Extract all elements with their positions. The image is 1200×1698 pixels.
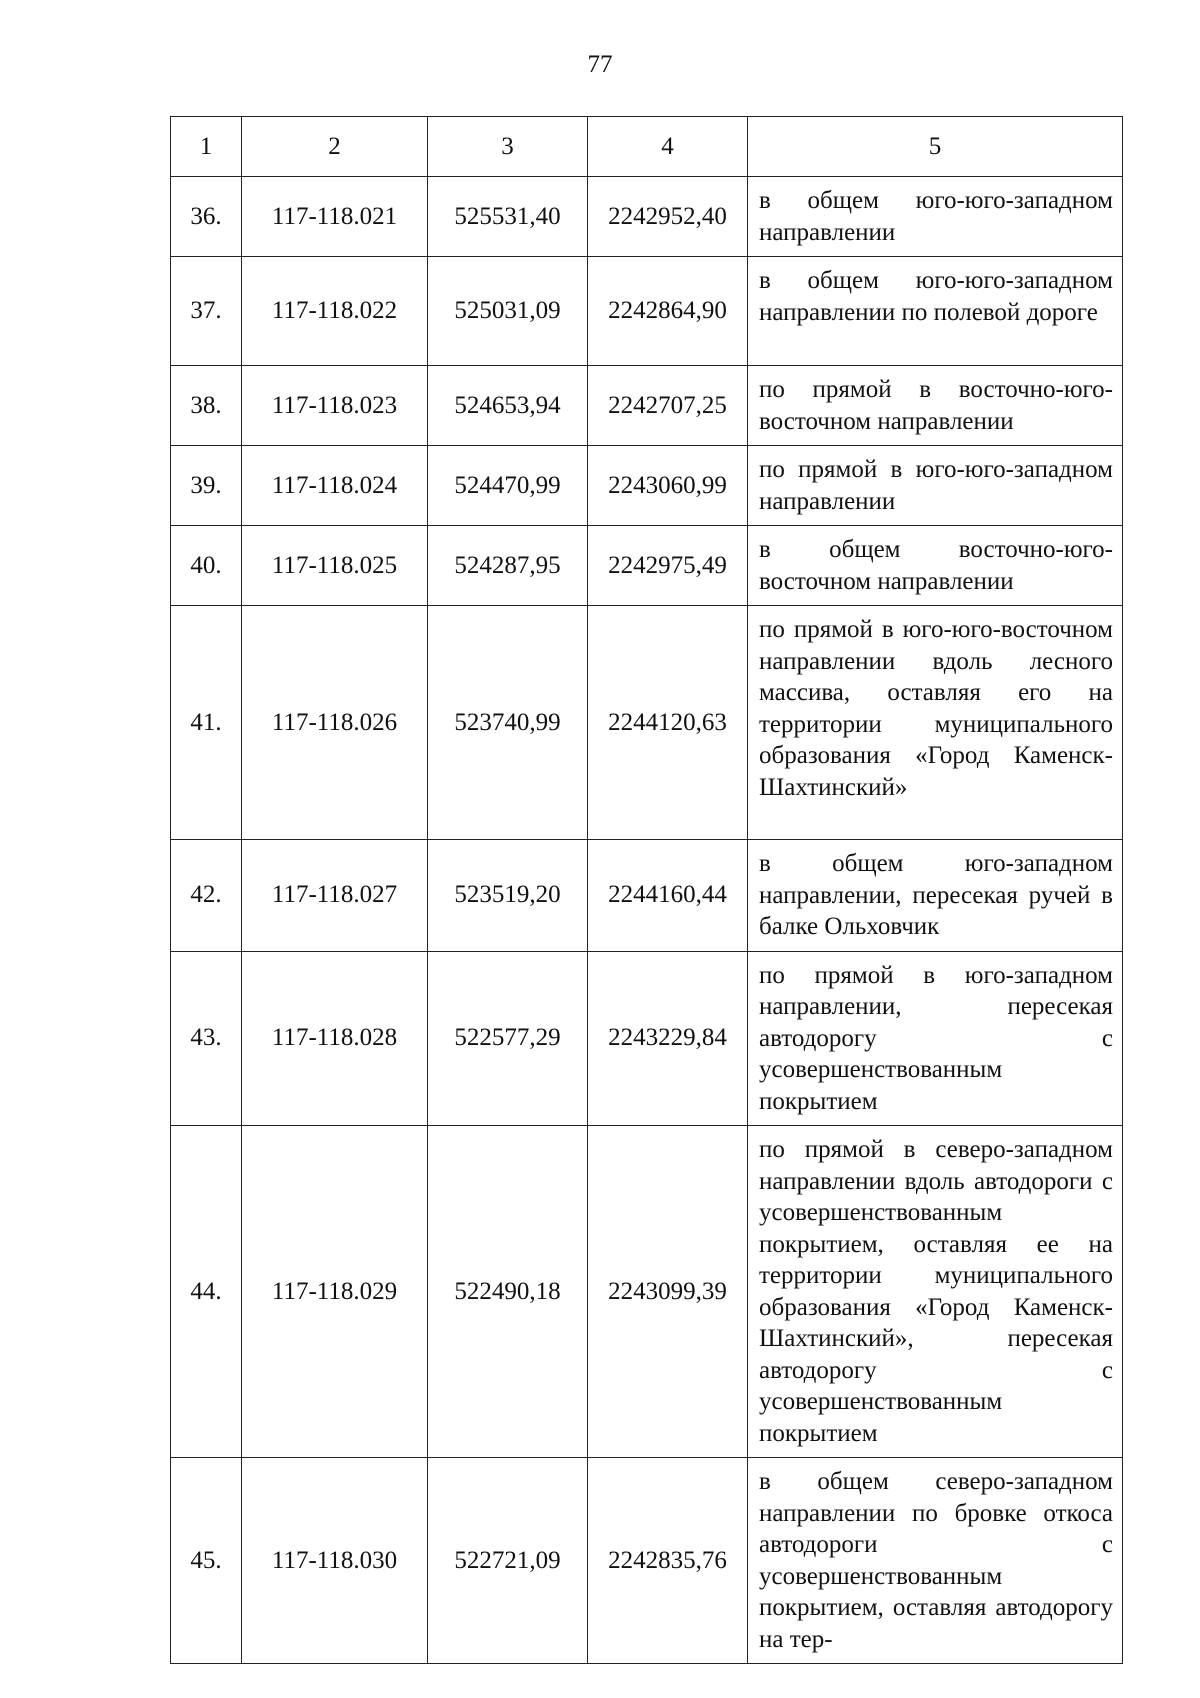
- description-cell: по прямой в юго-западном направлении, пересекая автодорогу с усовершенствованным покрытием: [748, 951, 1123, 1126]
- row-number-cell: 43.: [171, 951, 242, 1126]
- x-coordinate-cell: 524470,99: [428, 446, 588, 526]
- header-cell-1: 1: [171, 117, 242, 177]
- description-cell: в общем северо-западном направлении по бровке откоса автодороги с усовершенствованным покрытием, оставляя автодорогу на тер-: [748, 1458, 1123, 1664]
- table-row: [171, 446, 1123, 526]
- table-row: [171, 1458, 1123, 1664]
- row-number-cell: 44.: [171, 1126, 242, 1458]
- point-id-cell: 117-118.026: [242, 606, 428, 840]
- row-number-cell: 37.: [171, 257, 242, 366]
- description-cell: по прямой в восточно-юго-восточном направлении: [748, 366, 1123, 446]
- description-cell: в общем юго-юго-западном направлении: [748, 177, 1123, 257]
- table-row: [171, 177, 1123, 257]
- table-row: [171, 951, 1123, 1126]
- point-id-cell: 117-118.028: [242, 951, 428, 1126]
- description-cell: в общем юго-западном направлении, пересекая ручей в балке Ольховчик: [748, 840, 1123, 952]
- point-id-cell: 117-118.030: [242, 1458, 428, 1664]
- y-coordinate-cell: 2242975,49: [588, 526, 748, 606]
- header-cell-5: 5: [748, 117, 1123, 177]
- x-coordinate-cell: 522577,29: [428, 951, 588, 1126]
- description-cell: по прямой в северо-западном направлении вдоль автодороги с усовершенствованным покрытием, оставляя ее на территории муниципального образования «Город Каменск-Шахтинский», пересекая автодорогу с усовершенствованным покрытием: [748, 1126, 1123, 1458]
- x-coordinate-cell: 525031,09: [428, 257, 588, 366]
- header-cell-2: 2: [242, 117, 428, 177]
- y-coordinate-cell: 2242952,40: [588, 177, 748, 257]
- y-coordinate-cell: 2243099,39: [588, 1126, 748, 1458]
- row-number-cell: 36.: [171, 177, 242, 257]
- y-coordinate-cell: 2243060,99: [588, 446, 748, 526]
- page-number: 77: [587, 51, 613, 78]
- description-cell: в общем юго-юго-западном направлении по полевой дороге: [748, 257, 1123, 366]
- row-number-cell: 38.: [171, 366, 242, 446]
- x-coordinate-cell: 524287,95: [428, 526, 588, 606]
- y-coordinate-cell: 2244120,63: [588, 606, 748, 840]
- table-row: [171, 840, 1123, 952]
- x-coordinate-cell: 522490,18: [428, 1126, 588, 1458]
- header-cell-4: 4: [588, 117, 748, 177]
- x-coordinate-cell: 523519,20: [428, 840, 588, 952]
- row-number-cell: 45.: [171, 1458, 242, 1664]
- x-coordinate-cell: 524653,94: [428, 366, 588, 446]
- point-id-cell: 117-118.025: [242, 526, 428, 606]
- description-cell: по прямой в юго-юго-восточном направлении вдоль лесного массива, оставляя его на территории муниципального образования «Город Каменск-Шахтинский»: [748, 606, 1123, 840]
- x-coordinate-cell: 522721,09: [428, 1458, 588, 1664]
- y-coordinate-cell: 2243229,84: [588, 951, 748, 1126]
- table-row: [171, 606, 1123, 840]
- boundary-coordinates-table: [170, 116, 1123, 1664]
- row-number-cell: 40.: [171, 526, 242, 606]
- row-number-cell: 42.: [171, 840, 242, 952]
- point-id-cell: 117-118.027: [242, 840, 428, 952]
- row-number-cell: 41.: [171, 606, 242, 840]
- x-coordinate-cell: 523740,99: [428, 606, 588, 840]
- header-cell-3: 3: [428, 117, 588, 177]
- point-id-cell: 117-118.023: [242, 366, 428, 446]
- point-id-cell: 117-118.024: [242, 446, 428, 526]
- description-cell: в общем восточно-юго-восточном направлении: [748, 526, 1123, 606]
- y-coordinate-cell: 2242835,76: [588, 1458, 748, 1664]
- description-cell: по прямой в юго-юго-западном направлении: [748, 446, 1123, 526]
- y-coordinate-cell: 2244160,44: [588, 840, 748, 952]
- y-coordinate-cell: 2242864,90: [588, 257, 748, 366]
- point-id-cell: 117-118.021: [242, 177, 428, 257]
- table-row: [171, 526, 1123, 606]
- row-number-cell: 39.: [171, 446, 242, 526]
- header-row: [171, 117, 1123, 177]
- table-row: [171, 1126, 1123, 1458]
- point-id-cell: 117-118.029: [242, 1126, 428, 1458]
- y-coordinate-cell: 2242707,25: [588, 366, 748, 446]
- point-id-cell: 117-118.022: [242, 257, 428, 366]
- table-row: [171, 257, 1123, 366]
- table-row: [171, 366, 1123, 446]
- x-coordinate-cell: 525531,40: [428, 177, 588, 257]
